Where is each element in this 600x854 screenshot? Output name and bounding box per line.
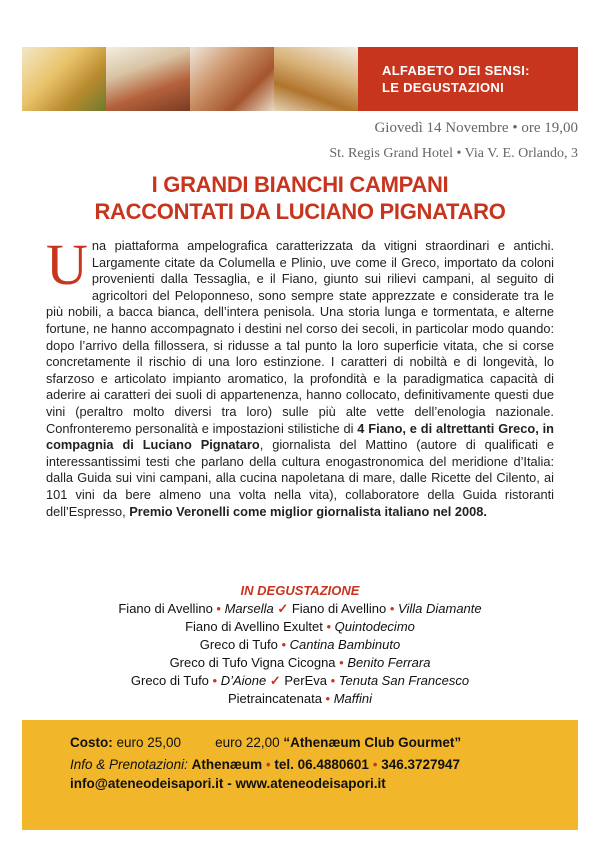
body-bold-1: 4 Fiano, e di altrettanti Greco, in compagnia di Luciano Pignataro	[46, 420, 554, 453]
website-link[interactable]: www.ateneodeisapori.it	[235, 776, 386, 791]
wine-name: Fiano di Avellino Exultet	[185, 619, 323, 634]
bullet-separator: •	[212, 601, 225, 616]
bread-photo	[274, 47, 358, 111]
wine-line	[22, 654, 578, 672]
wine-line	[22, 618, 578, 636]
wine-line	[22, 636, 578, 654]
info-name: Athenæum	[191, 757, 263, 772]
cheese-photo	[106, 47, 190, 111]
info-label: Info & Prenotazioni:	[70, 757, 188, 772]
series-banner	[358, 47, 578, 111]
info-separator: •	[265, 757, 271, 772]
bullet-separator: •	[335, 655, 348, 670]
event-title	[22, 171, 578, 225]
cost-value: euro 25,00	[116, 735, 182, 750]
bullet-separator: •	[386, 601, 399, 616]
info-line	[70, 755, 460, 774]
producer-name: Tenuta San Francesco	[338, 673, 470, 688]
wine-name: Greco di Tufo	[199, 637, 278, 652]
bullet-separator: •	[208, 673, 221, 688]
wine-line	[22, 690, 578, 708]
banner-line-1: ALFABETO DEI SENSI:	[382, 63, 530, 78]
member-club-label: “Athenæum Club Gourmet”	[283, 735, 462, 750]
info-separator: •	[372, 757, 378, 772]
title-line-2: RACCONTATI DA LUCIANO PIGNATARO	[94, 199, 506, 224]
producer-name: Villa Diamante	[398, 601, 482, 616]
cost-line	[70, 733, 461, 752]
footer-info-box	[22, 720, 578, 830]
producer-name: Cantina Bambinuto	[289, 637, 401, 652]
contact-line: info@ateneodeisapori.it - www.ateneodeisapori.it	[70, 776, 386, 791]
wine-line	[22, 600, 578, 618]
olive-oil-photo	[22, 47, 106, 111]
tasting-heading: IN DEGUSTAZIONE	[240, 583, 360, 598]
wine-name: Greco di Tufo Vigna Cicogna	[169, 655, 336, 670]
event-venue: St. Regis Grand Hotel • Via V. E. Orlando, 3	[329, 146, 578, 161]
title-line-1: I GRANDI BIANCHI CAMPANI	[151, 172, 449, 197]
bullet-separator: •	[322, 619, 335, 634]
pair-check-icon: ✓	[266, 673, 285, 688]
banner-line-2: LE DEGUSTAZIONI	[382, 80, 504, 95]
body-bold-2: Premio Veronelli come miglior giornalista italiano nel 2008.	[129, 503, 487, 519]
cured-meat-photo	[190, 47, 274, 111]
wine-name: PerEva	[284, 673, 327, 688]
wine-line	[22, 672, 578, 690]
producer-name: Benito Ferrara	[347, 655, 431, 670]
food-photo-strip	[22, 47, 358, 111]
member-cost-value: euro 22,00	[215, 735, 280, 750]
bullet-separator: •	[321, 691, 334, 706]
event-date: Giovedì 14 Novembre • ore 19,00	[374, 120, 578, 136]
wine-name: Fiano di Avellino	[291, 601, 387, 616]
producer-name: Marsella	[224, 601, 274, 616]
bullet-separator: •	[277, 637, 290, 652]
body-text-1: na piattaforma ampelografica caratterizzata da vitigni straordinari e antichi. Largamente citate da Columella e Plinio, uve come il Greco, importato da coloni provenienti dalla Tessaglia, e il Fiano, giunto sui rilievi campani, al seguito di agricoltori del Peloponneso, sono sempre state apprezzate e considerate tra le più nobili, a bacca bianca, dell’intera penisola. Una storia lunga e tormentata, e alterne fortune, ne hanno accompagnato i destini nel corso dei secoli, in particolar modo quando: dopo l’arrivo della fillossera, si ridusse a tal punto la loro superficie vitata, che si corse concretamente il rischio di una loro estinzione. I caratteri di nobiltà e di longevità, lo sfarzoso e articolato impianto aromatico, la profondità e la paradigmatica capacità di aderire ai caratteri dei suoli di appartenenza, hanno collocato, definitivamente questi due vini (peraltro molto diversi tra loro) sulle più alte vette dell’enologia nazionale. Confronteremo personalità e impostazioni stilistiche di	[46, 238, 554, 436]
producer-name: Maffini	[333, 691, 373, 706]
wine-name: Fiano di Avellino	[118, 601, 213, 616]
pair-check-icon: ✓	[273, 601, 292, 616]
producer-name: Quintodecimo	[334, 619, 415, 634]
bullet-separator: •	[327, 673, 339, 688]
wine-lines	[22, 600, 578, 708]
info-phone-2[interactable]: 346.3727947	[381, 757, 461, 772]
info-phone-1[interactable]: tel. 06.4880601	[274, 757, 369, 772]
wine-name: Greco di Tufo	[130, 673, 209, 688]
producer-name: D’Aione	[220, 673, 267, 688]
body-text-2: , giornalista del Mattino (autore di qualificati e interessantissimi testi che parlano della cultura enogastronomica del meridione d’Italia: dalla Guida sui vini campani, alla cucina napoletana di mare, dalle Ricette del Cilento, ai 101 vini da bere almeno una volta nella vita), collaboratore della Guida ristoranti dell’Espresso,	[46, 437, 554, 519]
tasting-list	[22, 582, 578, 708]
wine-name: Pietraincatenata	[227, 691, 322, 706]
email-link[interactable]: info@ateneodeisapori.it	[70, 776, 224, 791]
header-band	[22, 47, 578, 111]
description-paragraph	[46, 232, 554, 520]
cost-label: Costo:	[70, 735, 113, 750]
drop-cap: U	[46, 232, 88, 297]
